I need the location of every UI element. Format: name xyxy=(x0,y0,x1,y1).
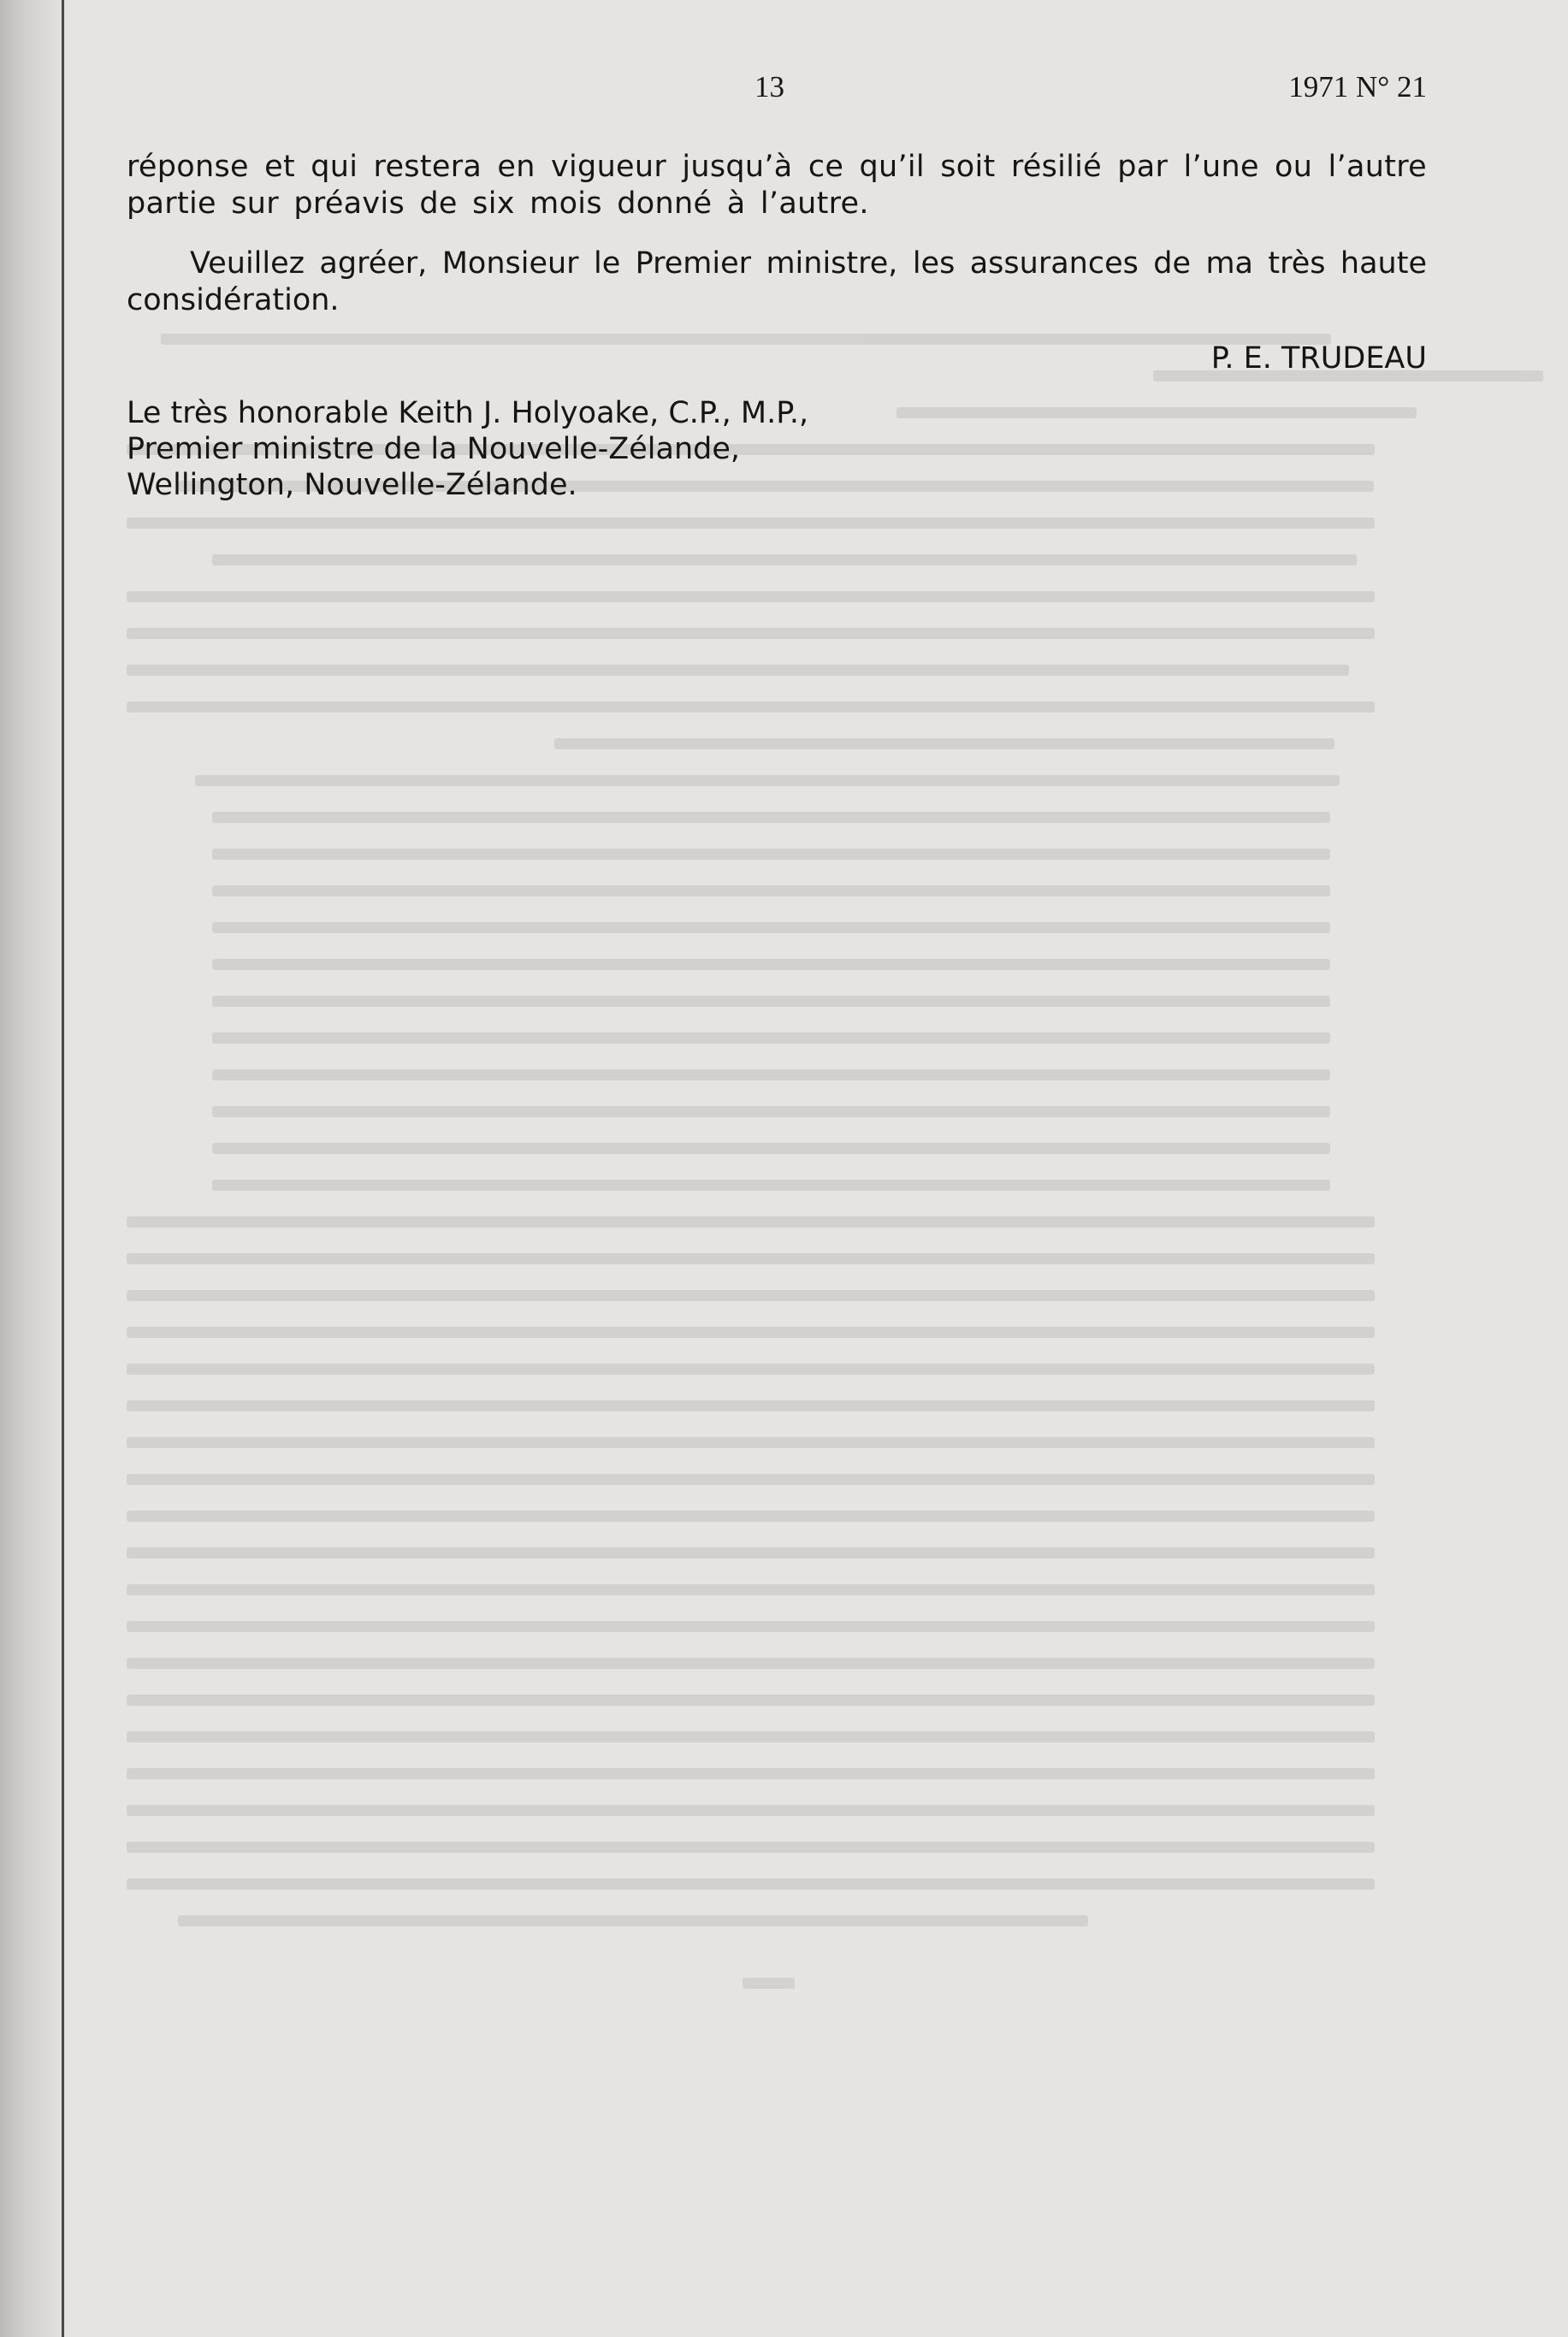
closing-paragraph: réponse et qui restera en vigueur jusqu’à ce qu’il soit résilié par l’une ou l’autre partie sur préavis de six mois donné à l’autre. xyxy=(127,150,1427,221)
addressee-line: Le très honorable Keith J. Holyoake, C.P., M.P., xyxy=(127,396,809,430)
page-header xyxy=(127,70,1427,113)
addressee-line: Premier ministre de la Nouvelle-Zélande, xyxy=(127,432,741,466)
document-page xyxy=(127,0,1427,2337)
page-gutter-shadow xyxy=(0,0,68,2337)
binding-line xyxy=(62,0,64,2337)
show-through-text xyxy=(127,282,1427,2233)
document-reference: 1971 N° 21 xyxy=(1288,70,1427,104)
addressee-block xyxy=(127,395,1068,503)
page-number: 13 xyxy=(754,70,784,104)
signature: P. E. TRUDEAU xyxy=(1210,341,1427,376)
addressee-line: Wellington, Nouvelle-Zélande. xyxy=(127,468,577,502)
courtesy-paragraph: Veuillez agréer, Monsieur le Premier ministre, les assurances de ma très haute considération. xyxy=(127,246,1427,317)
